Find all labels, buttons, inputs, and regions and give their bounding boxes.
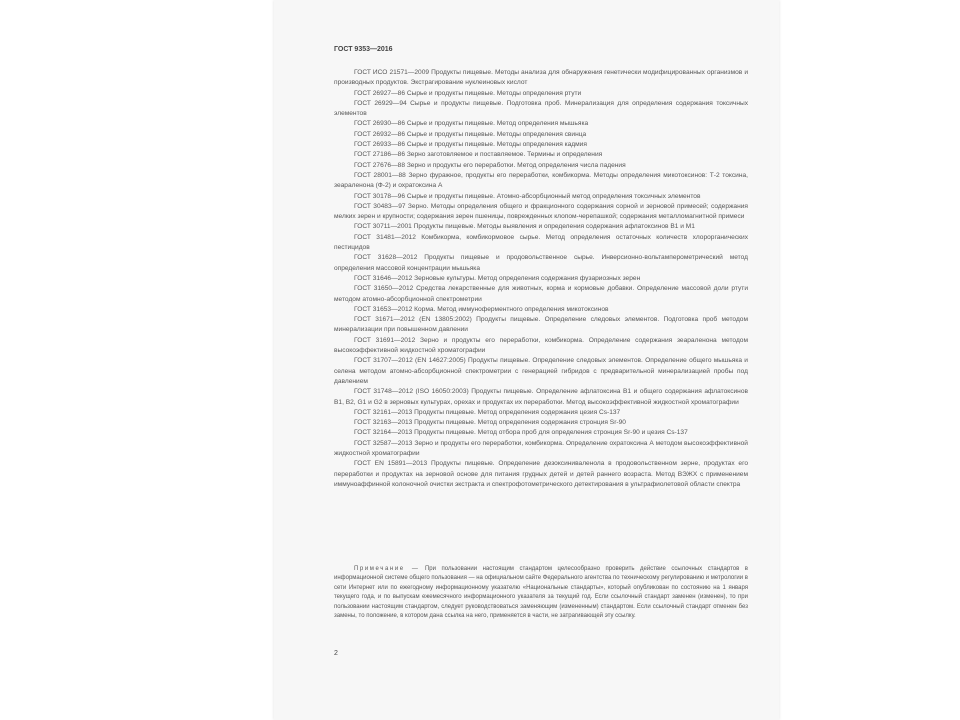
reference-entry: ГОСТ 30483—97 Зерно. Методы определения общего и фракционного содержания сорной и зерновой примесей; содержания мелких зерен и крупности; содержания зерен пшеницы, поврежденных клопом-черепашкой; содержания металломагнитной примеси: [334, 202, 748, 221]
reference-entry: ГОСТ 26929—94 Сырье и продукты пищевые. Подготовка проб. Минерализация для определения содержания токсичных элементов: [334, 99, 748, 118]
reference-entry: ГОСТ 31628—2012 Продукты пищевые и продовольственное сырье. Инверсионно-вольтамперометрический метод определения массовой концентрации мышьяка: [334, 254, 748, 272]
note-text: При пользовании настоящим стандартом целесообразно проверить действие ссылочных стандартов в информационной системе общего пользования — на официальном сайте Федерального агентства по техническому регулированию и метрологии в сети Интернет или по ежегодному информационному указателю «Национальные стандарты», который опубликован по состоянию на 1 января текущего года, и по выпускам ежемесячного информационного указателя за текущий год. Если ссылочный стандарт заменен (изменен), то при пользовании настоящим стандартом, следует руководствоваться заменяющим (измененным) стандартом. Если ссылочный стандарт отменен без замены, то положение, в котором дана ссылка на него, применяется в части, не затрагивающей эту ссылку.: [334, 566, 748, 620]
reference-entry: ГОСТ 31707—2012 (EN 14627:2005) Продукты пищевые. Определение следовых элементов. Определение общего мышьяка и селена методом атомно-абсорбционной спектрометрии с генерацией гибридов с предварительной минерализацией пробы под давлением: [334, 357, 748, 385]
reference-entry: ГОСТ 26927—86 Сырье и продукты пищевые. Методы определения ртути: [354, 89, 582, 97]
reference-entry: ГОСТ 28001—88 Зерно фуражное, продукты его переработки, комбикорма. Методы определения микотоксинов: Т-2 токсина, зеараленона (Ф-2) и охратоксина А: [334, 171, 748, 190]
reference-entry: ГОСТ 26930—86 Сырье и продукты пищевые. Метод определения мышьяка: [354, 120, 589, 128]
document-page: [274, 0, 779, 720]
reference-entry: ГОСТ 30178—96 Сырье и продукты пищевые. Атомно-абсорбционный метод определения токсичных элементов: [354, 192, 701, 200]
reference-entry: ГОСТ 30711—2001 Продукты пищевые. Методы выявления и определения содержания афлатоксинов В1 и М1: [354, 223, 695, 231]
reference-entry: ГОСТ EN 15891—2013 Продукты пищевые. Определение дезоксиниваленола в продовольственном зерне, продуктах его переработки и продуктах на зерновой основе для питания грудных детей и детей раннего возраста. Метод ВЭЖХ с применением иммуноаффинной колоночной очистки экстракта и спектрофотометрического детектирования в ультрафиолетовой области спектра: [334, 460, 748, 488]
normative-references-list: [334, 68, 748, 490]
reference-entry: ГОСТ 27676—88 Зерно и продукты его переработки. Метод определения числа падения: [354, 161, 626, 169]
reference-entry: ГОСТ 27186—86 Зерно заготовляемое и поставляемое. Термины и определения: [354, 151, 603, 159]
reference-entry: ГОСТ 31481—2012 Комбикорма, комбикормовое сырье. Метод определения остаточных количеств хлорорганических пестицидов: [334, 233, 748, 252]
reference-entry: ГОСТ 26932—86 Сырье и продукты пищевые. Методы определения свинца: [354, 130, 587, 138]
reference-entry: ГОСТ 31646—2012 Зерновые культуры. Метод определения содержания фузариозных зерен: [354, 274, 641, 282]
page-number: 2: [334, 650, 338, 657]
reference-entry: ГОСТ ИСО 21571—2009 Продукты пищевые. Методы анализа для обнаружения генетически модифицированных организмов и производных продуктов. Экстрагирование нуклеиновых кислот: [334, 69, 748, 87]
reference-entry: ГОСТ 31653—2012 Корма. Метод иммуноферментного определения микотоксинов: [354, 305, 609, 313]
reference-entry: ГОСТ 32164—2013 Продукты пищевые. Метод отбора проб для определения стронция Sr-90 и цезия Cs-137: [354, 429, 688, 437]
reference-entry: ГОСТ 31691—2012 Зерно и продукты его переработки, комбикорма. Определение содержания зеараленона методом высокоэффективной жидкостной хроматографии: [334, 336, 748, 355]
note-label: Примечание —: [354, 566, 420, 572]
note-paragraph: [334, 565, 748, 621]
reference-entry: ГОСТ 31650—2012 Средства лекарственные для животных, корма и кормовые добавки. Определение массовой доли ртути методом атомно-абсорбционной спектрометрии: [334, 285, 748, 303]
document-code: ГОСТ 9353—2016: [334, 46, 393, 53]
reference-entry: ГОСТ 32163—2013 Продукты пищевые. Метод определения содержания стронция Sr-90: [354, 419, 626, 427]
reference-entry: ГОСТ 31748—2012 (ISO 16050:2003) Продукты пищевые. Определение афлатоксина B1 и общего содержания афлатоксинов B1, B2, G1 и G2 в зерновых культурах, орехах и продуктах их переработки. Метод высокоэффективной жидкостной хроматографии: [334, 388, 748, 406]
reference-entry: ГОСТ 31671—2012 (EN 13805:2002) Продукты пищевые. Определение следовых элементов. Подготовка проб методом минерализации при повышенном давлении: [334, 316, 748, 334]
reference-entry: ГОСТ 26933—86 Сырье и продукты пищевые. Методы определения кадмия: [354, 141, 587, 149]
reference-entry: ГОСТ 32161—2013 Продукты пищевые. Метод определения содержания цезия Cs-137: [354, 408, 621, 416]
reference-entry: ГОСТ 32587—2013 Зерно и продукты его переработки, комбикорма. Определение охратоксина А методом высокоэффективной жидкостной хроматографии: [334, 439, 748, 457]
